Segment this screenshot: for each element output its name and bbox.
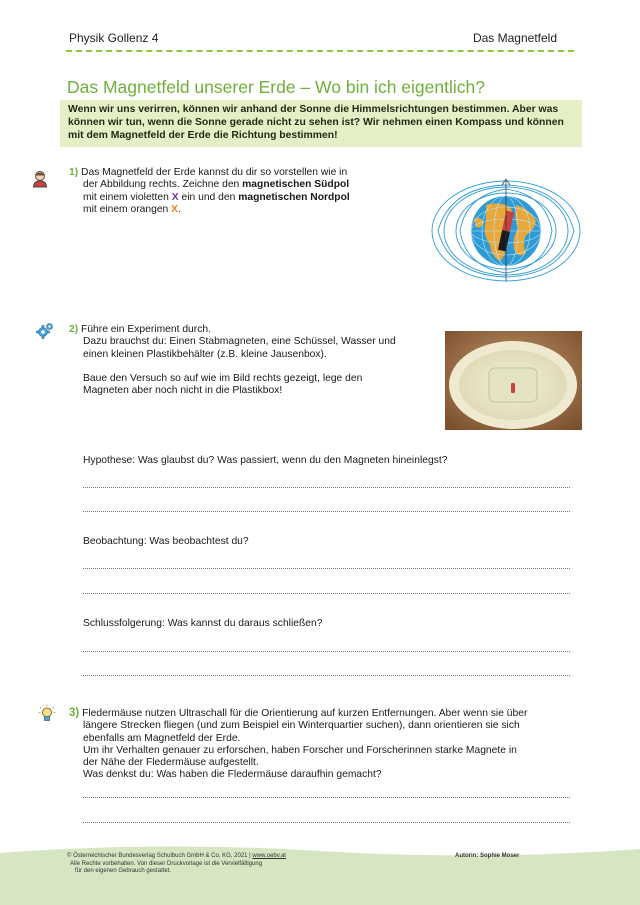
answer-line[interactable]	[83, 797, 570, 798]
task-2-text	[69, 324, 429, 397]
conclusion-question: Schlussfolgerung: Was kannst du daraus schließen?	[83, 618, 323, 629]
rights-line-2: für den eigenen Gebrauch gestattet.	[75, 868, 172, 875]
answer-line[interactable]	[83, 675, 570, 676]
task-1-north-pole: magnetischen Nordpol	[238, 191, 350, 203]
bowl-experiment-photo	[445, 331, 582, 430]
task-1-number: 1)	[69, 167, 79, 178]
footer-author: Autorin: Sophie Moser	[455, 853, 520, 859]
header-subject: Physik Gollenz 4	[69, 31, 159, 45]
answer-line[interactable]	[83, 568, 570, 569]
task-1-line-3: mit einem violetten	[83, 191, 169, 203]
task-1-line-3-mid: ein und den	[181, 191, 236, 203]
lightbulb-icon	[38, 704, 56, 722]
task-1-south-pole: magnetischen Südpol	[242, 179, 350, 191]
task-1-text: 1) Das Magnetfeld der Erde kannst du dir so vorstellen wie in der Abbildung rechts. Zeichne den magnetischen Südpol mit einem violetten X ein und den magnetischen Nordpol mit einem orangen X.	[69, 167, 350, 215]
header-topic: Das Magnetfeld	[472, 31, 557, 45]
hypothesis-question: Hypothese: Was glaubst du? Was passiert, wenn du den Magneten hineinlegst?	[83, 455, 448, 466]
answer-line[interactable]	[83, 593, 570, 594]
task-3-line-4: Um ihr Verhalten genauer zu erforschen, haben Forscher und Forscherinnen starke Magnete in	[83, 744, 517, 756]
task-1-line-4: mit einem orangen	[83, 203, 169, 215]
copyright-text: © Österreichischer Bundesverlag Schulbuch GmbH & Co. KG, 2021 |	[67, 853, 251, 859]
task-3-text	[69, 707, 579, 782]
pupil-icon	[31, 170, 49, 188]
task-2-line-3: einen kleinen Plastikbehälter (z.B. kleine Jausenbox).	[83, 348, 327, 360]
orange-x-mark: X	[171, 203, 179, 215]
gears-icon	[36, 322, 54, 340]
answer-line[interactable]	[83, 487, 570, 488]
footer-copyright	[67, 853, 286, 876]
observation-question: Beobachtung: Was beobachtest du?	[83, 536, 249, 547]
earth-magnetic-field-image	[430, 175, 582, 287]
task-3-line-3: ebenfalls am Magnetfeld der Erde.	[83, 732, 241, 744]
header-divider	[66, 50, 574, 52]
task-3-line-1: Fledermäuse nutzen Ultraschall für die Orientierung auf kurzen Entfernungen. Aber wenn sie über	[82, 708, 528, 719]
task-1-line-1: Das Magnetfeld der Erde kannst du dir so vorstellen wie in	[81, 167, 348, 178]
answer-line[interactable]	[83, 822, 570, 823]
task-1-line-2: der Abbildung rechts. Zeichne den	[83, 179, 240, 191]
task-3-line-2: längere Strecken fliegen (und zum Beispiel ein Winterquartier suchen), dann orientieren sie sich	[83, 720, 520, 732]
task-2-line-5: Magneten aber noch nicht in die Plastikbox!	[83, 385, 283, 397]
violet-x-mark: X	[171, 191, 179, 203]
rights-line-1: Alle Rechte vorbehalten. Von dieser Druckvorlage ist die Vervielfältigung	[70, 860, 263, 867]
task-3-number: 3)	[69, 707, 80, 719]
publisher-link[interactable]: www.oebv.at	[252, 853, 286, 859]
answer-line[interactable]	[83, 511, 570, 512]
task-3-line-6: Was denkst du: Was haben die Fledermäuse daraufhin gemacht?	[83, 769, 382, 781]
answer-line[interactable]	[83, 651, 570, 652]
task-3-line-5: der Nähe der Fledermäuse aufgestellt.	[83, 757, 259, 769]
task-2-line-4: Baue den Versuch so auf wie im Bild rechts gezeigt, lege den	[83, 372, 363, 384]
page-header	[0, 0, 640, 52]
task-2-number: 2)	[69, 324, 79, 335]
task-2-line-1: Führe ein Experiment durch.	[81, 324, 211, 335]
intro-box: Wenn wir uns verirren, können wir anhand der Sonne die Himmelsrichtungen bestimmen. Aber was können wir tun, wenn die Sonne gerade nicht zu sehen ist? Wir nehmen einen Kompass und können mit dem Magnetfeld der Erde die Richtung bestimmen!	[60, 100, 582, 147]
page-title: Das Magnetfeld unserer Erde – Wo bin ich eigentlich?	[67, 77, 485, 97]
task-2-line-2: Dazu brauchst du: Einen Stabmagneten, eine Schüssel, Wasser und	[83, 336, 396, 348]
